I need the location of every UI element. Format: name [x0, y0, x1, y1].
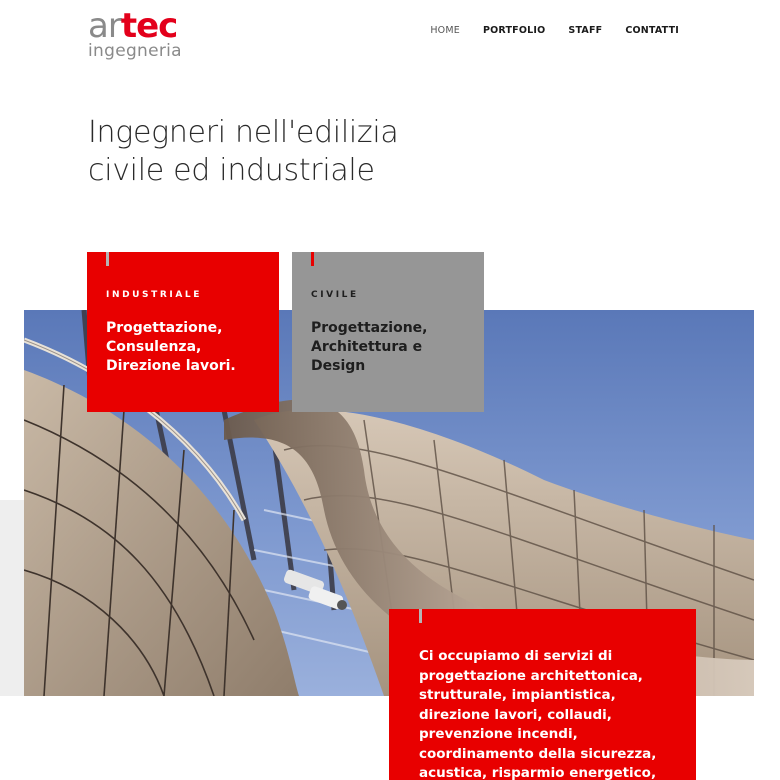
card-accent-tick	[106, 252, 109, 266]
card-description: Progettazione, Consulenza, Direzione lavori.	[106, 320, 236, 374]
nav-contatti[interactable]: CONTATTI	[625, 25, 679, 36]
logo-wordmark: artec	[88, 6, 178, 46]
card-description: Progettazione, Architettura e Design	[311, 320, 428, 374]
nav-home[interactable]: HOME	[430, 25, 460, 36]
decorative-gray-strip	[0, 500, 24, 696]
card-category: INDUSTRIALE	[106, 290, 203, 300]
hero-title	[88, 114, 488, 190]
card-industriale[interactable]	[87, 252, 279, 412]
info-accent-tick	[419, 609, 422, 623]
hero-title-line2: civile ed industriale	[88, 153, 375, 188]
card-accent-tick	[311, 252, 314, 266]
artec-logo[interactable]	[88, 8, 188, 60]
nav-staff[interactable]: STAFF	[568, 25, 603, 36]
services-text: Ci occupiamo di servizi di progettazione architettonica, strutturale, impiantistica, direzione lavori, collaudi, prevenzione incendi, coordinamento della sicurezza, acustica, risparmio energetico,	[419, 648, 657, 780]
card-civile[interactable]	[292, 252, 484, 412]
card-category: CIVILE	[311, 290, 359, 300]
main-nav	[407, 25, 679, 36]
logo-subtitle: ingegneria	[88, 41, 182, 61]
services-info-box	[389, 609, 696, 780]
nav-portfolio[interactable]: PORTFOLIO	[482, 25, 546, 36]
hero-title-line1: Ingegneri nell'edilizia	[88, 115, 399, 150]
